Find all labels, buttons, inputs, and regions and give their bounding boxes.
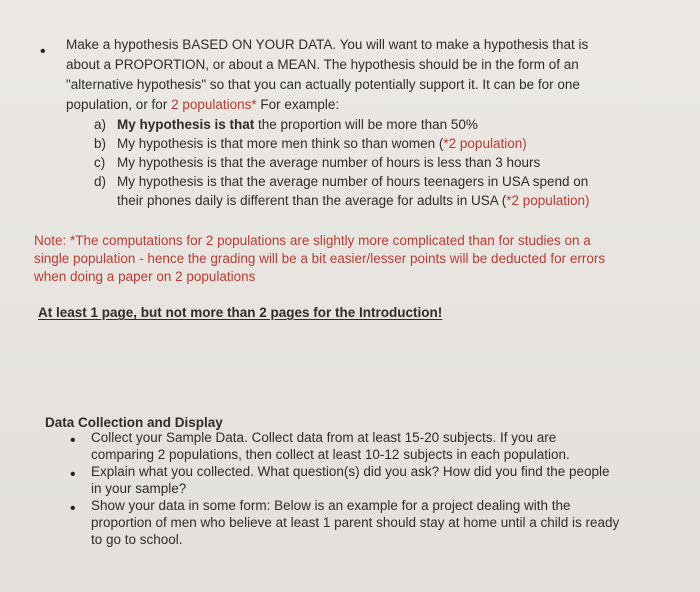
example-b-text: My hypothesis is that more men think so than women ( [117,136,444,151]
example-d-text2: their phones daily is different than the average for adults in USA ( [117,193,507,208]
example-item-c: My hypothesis is that the average number of hours is less than 3 hours [117,155,541,170]
show-line-3: to go to school. [91,532,183,547]
show-line-1: Show your data in some form: Below is an example for a project dealing with the [91,498,571,513]
example-item-d-line-1: My hypothesis is that the average number of hours teenagers in USA spend on [117,174,589,189]
example-a-text: the proportion will be more than 50% [254,117,478,132]
explain-line-2: in your sample? [91,481,187,496]
note-line-2: single population - hence the grading will be a bit easier/lesser points will be deducted for errors [34,251,606,266]
note-line-3: when doing a paper on 2 populations [34,269,256,284]
example-item-b [117,135,527,152]
collect-line-1: Collect your Sample Data. Collect data from at least 15-20 subjects. If you are [91,430,557,445]
intro-line-1: Make a hypothesis BASED ON YOUR DATA. You will want to make a hypothesis that is [66,37,589,52]
example-marker-c: c) [94,155,106,170]
bullet-icon: • [40,43,46,60]
section-heading: Data Collection and Display [45,415,223,430]
example-marker-b: b) [94,136,107,151]
intro-line-2: about a PROPORTION, or about a MEAN. The hypothesis should be in the form of an [66,57,579,72]
note-line-1: Note: *The computations for 2 populations are slightly more complicated than for studies on a [34,233,591,248]
example-marker-d: d) [94,174,107,189]
example-d-red: *2 population) [506,193,590,208]
example-item-a [117,116,478,133]
bullet-icon: • [70,432,76,449]
show-line-2: proportion of men who believe at least 1 parent should stay at home until a child is ready [91,515,620,530]
intro-line-4-end: For example: [256,97,340,112]
intro-line-4 [66,96,339,113]
example-a-bold: My hypothesis is that [117,117,255,132]
bullet-icon: • [70,500,76,517]
explain-line-1: Explain what you collected. What question(s) did you ask? How did you find the people [91,464,610,479]
intro-line-3: "alternative hypothesis" so that you can actually potentially support it. It can be for one [66,77,580,92]
collect-line-2: comparing 2 populations, then collect at least 10-12 subjects in each population. [91,447,570,462]
example-b-red: *2 population) [443,136,527,151]
intro-red-note: 2 populations* [171,97,257,112]
example-marker-a: a) [94,117,107,132]
page-length-requirement: At least 1 page, but not more than 2 pages for the Introduction! [38,305,443,320]
example-item-d-line-2 [117,192,590,209]
bullet-icon: • [70,466,76,483]
intro-line-4-text: population, or for [66,97,172,112]
